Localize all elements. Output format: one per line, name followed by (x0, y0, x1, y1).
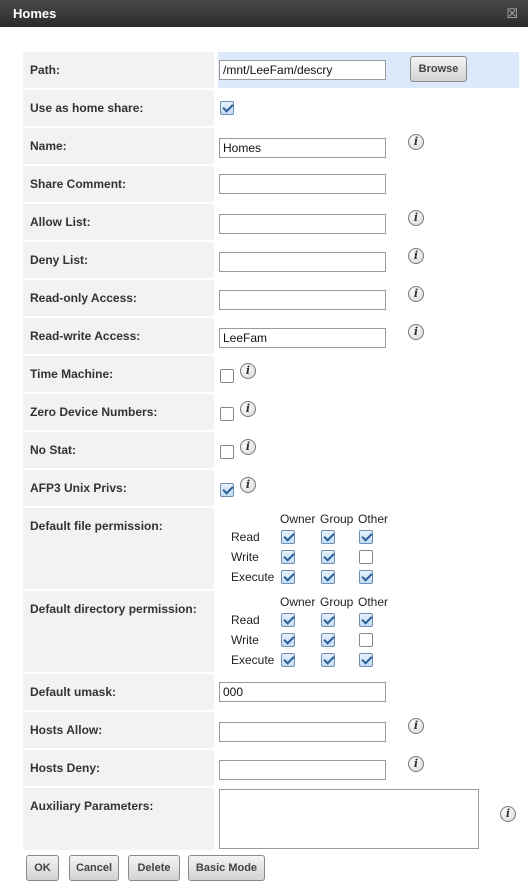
comment-cell (218, 166, 519, 202)
afp3-checkbox[interactable] (220, 483, 234, 497)
home-share-checkbox[interactable] (220, 101, 234, 115)
deny-list-input[interactable] (219, 252, 386, 272)
dir-exec-other-checkbox[interactable] (359, 653, 373, 667)
hosts-deny-row (23, 750, 519, 786)
allow-list-info-icon[interactable]: i (408, 210, 424, 226)
aux-row (23, 788, 519, 850)
perm-header-owner: Owner (280, 595, 316, 609)
perm-row-write: Write (231, 633, 259, 647)
deny-list-cell (218, 242, 519, 278)
hosts-deny-label: Hosts Deny: (23, 750, 214, 786)
ro-access-info-icon[interactable]: i (408, 286, 424, 302)
hosts-deny-info-icon[interactable]: i (408, 756, 424, 772)
rw-access-label: Read-write Access: (23, 318, 214, 354)
file-perm-label: Default file permission: (23, 508, 214, 589)
hosts-deny-cell (218, 750, 519, 786)
path-input[interactable]: /mnt/LeeFam/descry (219, 60, 386, 80)
ro-access-input[interactable] (219, 290, 386, 310)
perm-header-other: Other (358, 512, 389, 526)
file-exec-group-checkbox[interactable] (321, 570, 335, 584)
home-share-cell (218, 90, 519, 126)
zero-dev-label: Zero Device Numbers: (23, 394, 214, 430)
umask-input[interactable]: 000 (219, 682, 386, 702)
aux-textarea[interactable] (219, 789, 479, 849)
file-exec-owner-checkbox[interactable] (281, 570, 295, 584)
hosts-allow-label: Hosts Allow: (23, 712, 214, 748)
file-read-group-checkbox[interactable] (321, 530, 335, 544)
allow-list-row (23, 204, 519, 240)
dir-perm-row (23, 591, 519, 672)
path-value-cell (218, 52, 519, 88)
perm-row-read: Read (231, 530, 260, 544)
ro-access-label: Read-only Access: (23, 280, 214, 316)
file-read-other-checkbox[interactable] (359, 530, 373, 544)
hosts-deny-input[interactable] (219, 760, 386, 780)
comment-row (23, 166, 519, 202)
rw-access-input[interactable]: LeeFam (219, 328, 386, 348)
time-machine-checkbox[interactable] (220, 369, 234, 383)
perm-header-owner: Owner (280, 512, 316, 526)
afp3-cell (218, 470, 519, 506)
zero-dev-info-icon[interactable]: i (240, 401, 256, 417)
perm-header-other: Other (358, 595, 389, 609)
path-row (23, 52, 519, 88)
rw-access-cell (218, 318, 519, 354)
file-exec-other-checkbox[interactable] (359, 570, 373, 584)
rw-access-info-icon[interactable]: i (408, 324, 424, 340)
ro-access-cell (218, 280, 519, 316)
file-write-group-checkbox[interactable] (321, 550, 335, 564)
rw-access-row (23, 318, 519, 354)
file-perm-grid (218, 508, 519, 589)
afp3-row (23, 470, 519, 506)
perm-header-group: Group (320, 512, 354, 526)
name-info-icon[interactable]: i (408, 134, 424, 150)
aux-cell (218, 788, 519, 850)
dir-perm-label: Default directory permission: (23, 591, 214, 672)
name-cell (218, 128, 519, 164)
name-input[interactable]: Homes (219, 138, 386, 158)
aux-info-icon[interactable]: i (500, 806, 516, 822)
no-stat-row (23, 432, 519, 468)
perm-row-execute: Execute (231, 570, 275, 584)
time-machine-row (23, 356, 519, 392)
file-read-owner-checkbox[interactable] (281, 530, 295, 544)
name-label: Name: (23, 128, 214, 164)
afp3-info-icon[interactable]: i (240, 477, 256, 493)
time-machine-label: Time Machine: (23, 356, 214, 392)
umask-row (23, 674, 519, 710)
path-label: Path: (23, 52, 214, 88)
zero-dev-cell (218, 394, 519, 430)
comment-label: Share Comment: (23, 166, 214, 202)
dir-exec-group-checkbox[interactable] (321, 653, 335, 667)
dir-write-other-checkbox[interactable] (359, 633, 373, 647)
deny-list-label: Deny List: (23, 242, 214, 278)
hosts-allow-input[interactable] (219, 722, 386, 742)
dir-read-owner-checkbox[interactable] (281, 613, 295, 627)
afp3-label: AFP3 Unix Privs: (23, 470, 214, 506)
time-machine-info-icon[interactable]: i (240, 363, 256, 379)
dialog-title: Homes (13, 6, 57, 21)
allow-list-label: Allow List: (23, 204, 214, 240)
basic-mode-button[interactable]: Basic Mode (188, 855, 265, 881)
comment-input[interactable] (219, 174, 386, 194)
aux-label: Auxiliary Parameters: (23, 788, 214, 850)
deny-list-info-icon[interactable]: i (408, 248, 424, 264)
browse-button[interactable]: Browse (410, 56, 467, 82)
umask-label: Default umask: (23, 674, 214, 710)
delete-button[interactable]: Delete (128, 855, 180, 881)
dir-read-other-checkbox[interactable] (359, 613, 373, 627)
dir-read-group-checkbox[interactable] (321, 613, 335, 627)
perm-row-read: Read (231, 613, 260, 627)
time-machine-cell (218, 356, 519, 392)
perm-header-group: Group (320, 595, 354, 609)
allow-list-input[interactable] (219, 214, 386, 234)
dir-write-owner-checkbox[interactable] (281, 633, 295, 647)
no-stat-checkbox[interactable] (220, 445, 234, 459)
no-stat-info-icon[interactable]: i (240, 439, 256, 455)
zero-dev-row (23, 394, 519, 430)
home-share-row (23, 90, 519, 126)
no-stat-label: No Stat: (23, 432, 214, 468)
file-write-other-checkbox[interactable] (359, 550, 373, 564)
ro-access-row (23, 280, 519, 316)
cancel-button[interactable]: Cancel (69, 855, 119, 881)
dialog-titlebar (0, 0, 528, 27)
ok-button[interactable]: OK (26, 855, 59, 881)
dir-exec-owner-checkbox[interactable] (281, 653, 295, 667)
hosts-allow-info-icon[interactable]: i (408, 718, 424, 734)
name-row (23, 128, 519, 164)
file-perm-row (23, 508, 519, 589)
zero-dev-checkbox[interactable] (220, 407, 234, 421)
hosts-allow-cell (218, 712, 519, 748)
home-share-label: Use as home share: (23, 90, 214, 126)
file-write-owner-checkbox[interactable] (281, 550, 295, 564)
allow-list-cell (218, 204, 519, 240)
close-icon[interactable]: ☒ (506, 6, 518, 21)
perm-row-write: Write (231, 550, 259, 564)
hosts-allow-row (23, 712, 519, 748)
umask-cell (218, 674, 519, 710)
perm-row-execute: Execute (231, 653, 275, 667)
dir-perm-grid (218, 591, 519, 672)
dir-write-group-checkbox[interactable] (321, 633, 335, 647)
no-stat-cell (218, 432, 519, 468)
deny-list-row (23, 242, 519, 278)
